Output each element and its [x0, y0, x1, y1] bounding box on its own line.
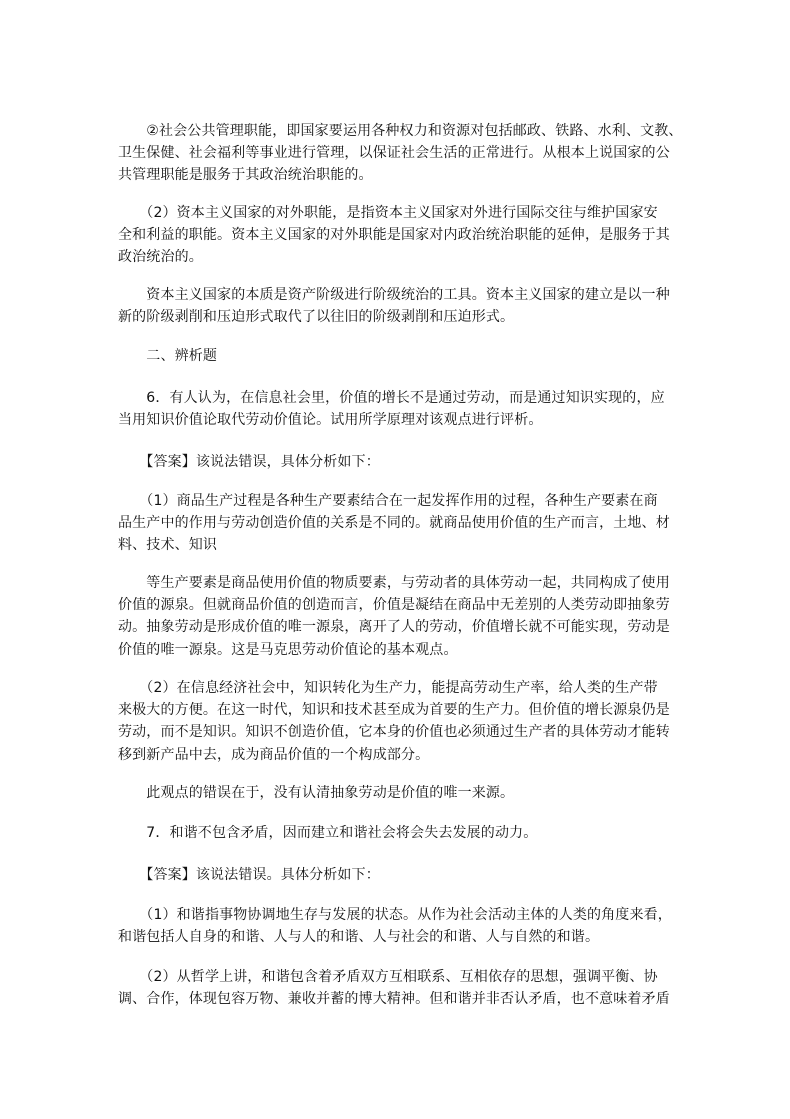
- text-line: 6．有人认为，在信息社会里，价值的增长不是通过劳动，而是通过知识实现的，应: [118, 390, 665, 406]
- text-line: 价值的唯一源泉。这是马克思劳动价值论的基本观点。: [118, 641, 458, 658]
- text-line: 和谐包括人自身的和谐、人与人的和谐、人与社会的和谐、人与自然的和谐。: [118, 929, 600, 946]
- answer-6-conclusion: [118, 782, 678, 804]
- section-heading: 二、辨析题: [118, 348, 218, 364]
- answer-6-heading: [118, 451, 678, 473]
- text-line: 调、合作，体现包容万物、兼收并蓄的博大精神。但和谐并非否认矛盾，也不意味着矛盾: [118, 991, 670, 1008]
- text-line: ②社会公共管理职能，即国家要运用各种权力和资源对包括邮政、铁路、水利、文教、: [118, 123, 683, 139]
- text-line: （2）在信息经济社会中，知识转化为生产力，能提高劳动生产率，给人类的生产带: [118, 680, 658, 696]
- text-line: 动。抽象劳动是形成价值的唯一源泉，离开了人的劳动，价值增长就不可能实现，劳动是: [118, 619, 670, 636]
- text-line: 当用知识价值论取代劳动价值论。试用所学原理对该观点进行评析。: [118, 412, 543, 429]
- text-line: 来极大的方便。在这一时代，知识和技术甚至成为首要的生产力。但价值的增长源泉仍是: [118, 702, 670, 719]
- paragraph-social-public-management: [118, 120, 683, 187]
- paragraph-capitalist-state-essence: [118, 284, 678, 328]
- answer-7-heading: [118, 864, 678, 886]
- text-line: 7．和谐不包含矛盾，因而建立和谐社会将会失去发展的动力。: [118, 825, 538, 841]
- answer-label: 【答案】该说法错误。具体分析如下：: [118, 867, 380, 883]
- question-6: [118, 387, 678, 431]
- section-heading-analysis: [118, 345, 678, 367]
- answer-6-point-1-continued: [118, 572, 678, 661]
- text-line: 劳动，而不是知识。知识不创造价值，它本身的价值也必须通过生产者的具体劳动才能转: [118, 724, 670, 741]
- text-line: 品生产中的作用与劳动创造价值的关系是不同的。就商品使用价值的生产而言，土地、材: [118, 515, 670, 532]
- text-line: （2）资本主义国家的对外职能，是指资本主义国家对外进行国际交往与维护国家安: [118, 205, 658, 221]
- text-line: 料、技术、知识: [118, 537, 218, 554]
- text-line: 卫生保健、社会福利等事业进行管理，以保证社会生活的正常进行。从根本上说国家的公: [118, 145, 670, 162]
- answer-6-point-1: [118, 490, 678, 557]
- text-line: 资本主义国家的本质是资产阶级进行阶级统治的工具。资本主义国家的建立是以一种: [118, 287, 670, 303]
- answer-7-point-2: [118, 966, 678, 1010]
- question-7: [118, 822, 678, 844]
- text-line: 新的阶级剥削和压迫形式取代了以往旧的阶级剥削和压迫形式。: [118, 309, 515, 326]
- text-line: 全和利益的职能。资本主义国家的对外职能是国家对内政治统治职能的延伸，是服务于其: [118, 227, 670, 244]
- text-line: 此观点的错误在于，没有认清抽象劳动是价值的唯一来源。: [118, 785, 515, 801]
- text-line: 移到新产品中去，成为商品价值的一个构成部分。: [118, 746, 430, 763]
- answer-label: 【答案】该说法错误，具体分析如下：: [118, 454, 380, 470]
- text-line: 等生产要素是商品使用价值的物质要素，与劳动者的具体劳动一起，共同构成了使用: [118, 575, 670, 591]
- answer-7-point-1: [118, 904, 678, 948]
- text-line: 价值的源泉。但就商品价值的创造而言，价值是凝结在商品中无差别的人类劳动即抽象劳: [118, 597, 670, 614]
- text-line: （1）商品生产过程是各种生产要素结合在一起发挥作用的过程，各种生产要素在商: [118, 493, 658, 509]
- text-line: 政治统治的。: [118, 249, 203, 266]
- text-line: 共管理职能是服务于其政治统治职能的。: [118, 167, 373, 184]
- text-line: （1）和谐指事物协调地生存与发展的状态。从作为社会活动主体的人类的角度来看，: [118, 907, 672, 923]
- answer-6-point-2: [118, 677, 678, 766]
- text-line: （2）从哲学上讲，和谐包含着矛盾双方互相联系、互相依存的思想，强调平衡、协: [118, 969, 658, 985]
- paragraph-external-function: [118, 202, 678, 269]
